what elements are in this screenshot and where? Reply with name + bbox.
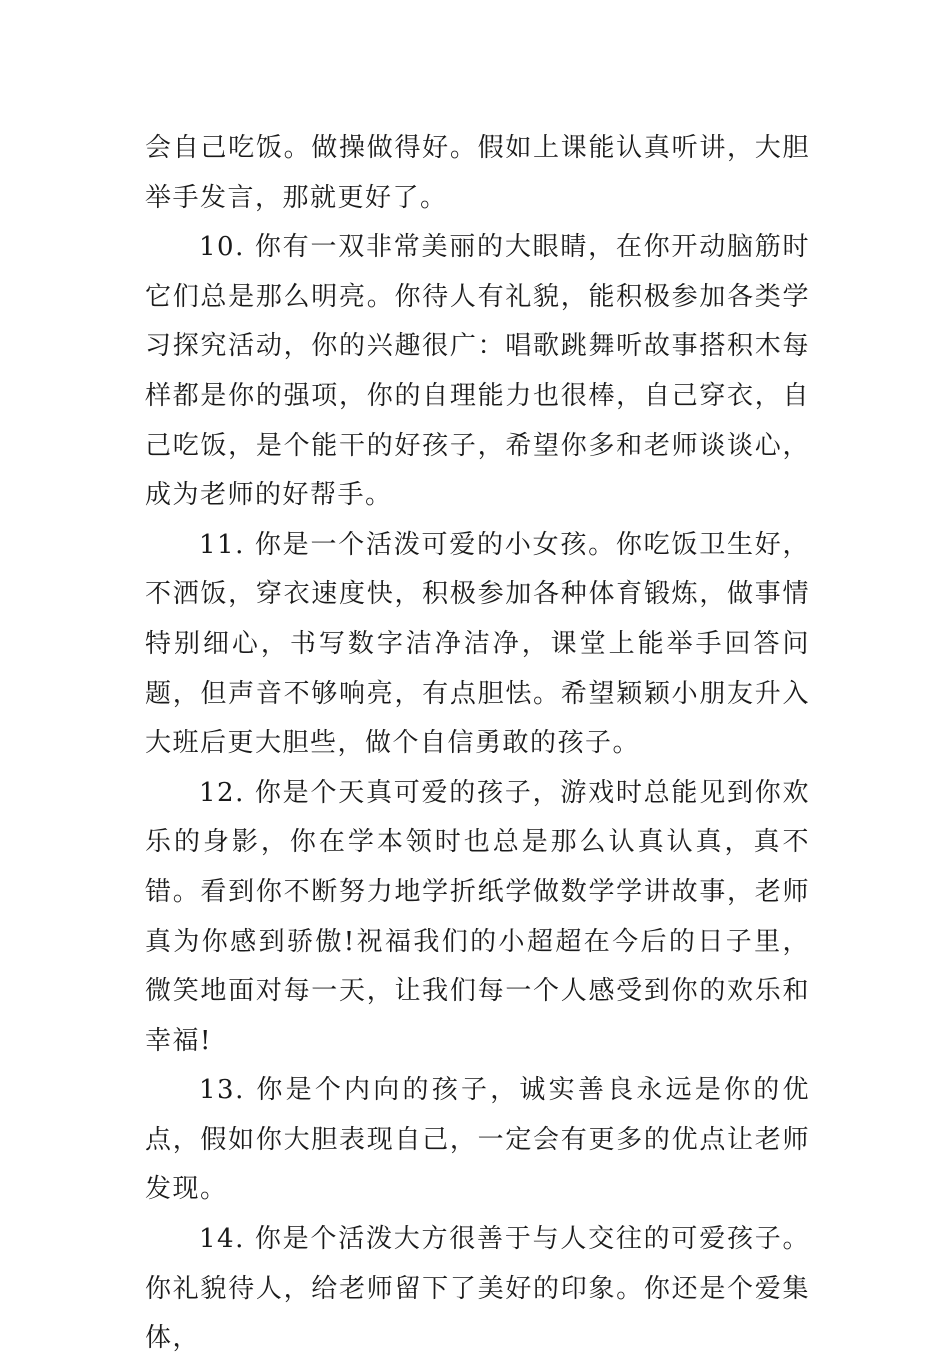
paragraph-12 — [145, 769, 810, 1067]
paragraph-13 — [145, 1066, 810, 1215]
paragraph-text: 你是个内向的孩子，诚实善良永远是你的优点，假如你大胆表现自己，一定会有更多的优点让老师发现。 — [145, 1075, 810, 1205]
paragraph-text: 你是一个活泼可爱的小女孩。你吃饭卫生好，不洒饭，穿衣速度快，积极参加各种体育锻炼，做事情特别细心，书写数字洁净洁净，课堂上能举手回答问题，但声音不够响亮，有点胆怯。希望颖颖小朋友升入大班后更大胆些，做个自信勇敢的孩子。 — [145, 529, 810, 759]
paragraph-continuation — [145, 124, 810, 223]
paragraph-number: 14. — [199, 1224, 245, 1255]
document-body — [145, 124, 810, 1364]
paragraph-14 — [145, 1215, 810, 1364]
paragraph-number: 12. — [199, 777, 245, 808]
paragraph-number: 13. — [199, 1075, 245, 1106]
paragraph-text: 你是个活泼大方很善于与人交往的可爱孩子。你礼貌待人，给老师留下了美好的印象。你还是个爱集体， — [145, 1224, 810, 1354]
paragraph-text: 你有一双非常美丽的大眼睛，在你开动脑筋时它们总是那么明亮。你待人有礼貌，能积极参加各类学习探究活动，你的兴趣很广：唱歌跳舞听故事搭积木每样都是你的强项，你的自理能力也很棒，自己穿衣，自己吃饭，是个能干的好孩子，希望你多和老师谈谈心，成为老师的好帮手。 — [145, 232, 810, 511]
paragraph-11 — [145, 521, 810, 769]
paragraph-number: 11. — [199, 529, 245, 560]
paragraph-text: 会自己吃饭。做操做得好。假如上课能认真听讲，大胆举手发言，那就更好了。 — [145, 133, 810, 213]
paragraph-text: 你是个天真可爱的孩子，游戏时总能见到你欢乐的身影，你在学本领时也总是那么认真认真，真不错。看到你不断努力地学折纸学做数学学讲故事，老师真为你感到骄傲!祝福我们的小超超在今后的日子里，微笑地面对每一天，让我们每一个人感受到你的欢乐和幸福! — [145, 777, 810, 1056]
paragraph-10 — [145, 223, 810, 521]
paragraph-number: 10. — [199, 232, 245, 263]
